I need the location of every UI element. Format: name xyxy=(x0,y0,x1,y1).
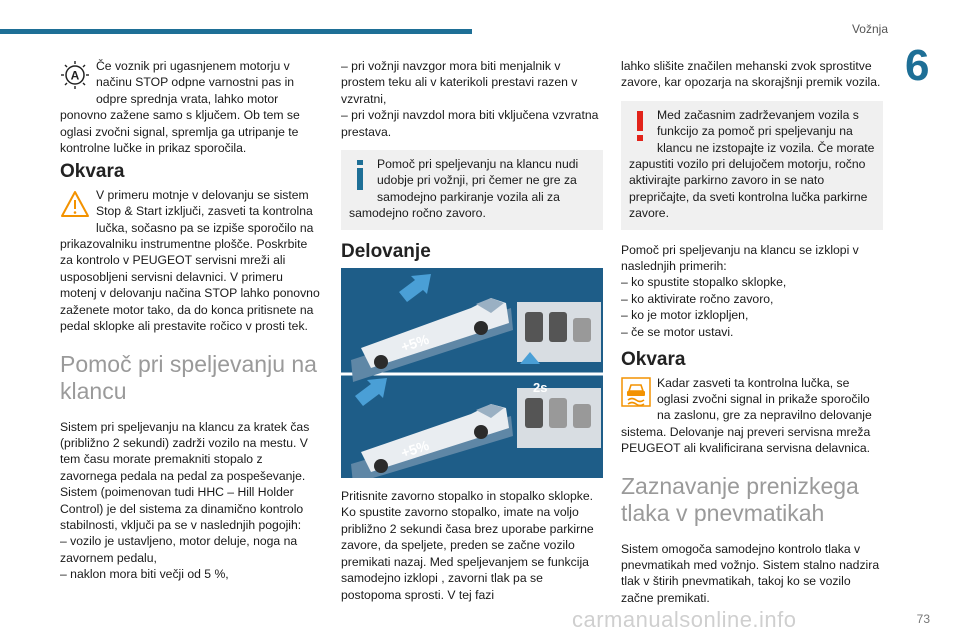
watermark: carmanualsonline.info xyxy=(572,607,797,632)
pedals-bottom xyxy=(517,388,601,448)
operation-text: Pritisnite zavorno stopalko in stopalko sklopke. Ko spustite zavorno stopalko, imate na voljo približno 2 sekundi časa brez uporabe parkirne zavore, da speljete, preden se začne vozilo premikati nazaj. Med speljevanjem se funkcija samodejno izklopi , zavorni tlak pa se postopoma sprosti. V tej fazi xyxy=(341,489,594,602)
stop-start-warning-icon xyxy=(60,60,90,90)
switch-off-1: – ko spustite stopalko sklopke, xyxy=(621,275,787,290)
header-title: Vožnja xyxy=(851,22,888,36)
condition-3: – pri vožnji navzgor mora biti menjalnik v prostem teku ali v katerikoli prestavi razen v vzvratni, xyxy=(341,59,578,106)
stability-warning-icon xyxy=(621,377,651,407)
warning-exclamation-icon xyxy=(629,109,651,143)
switch-off-3: – ko je motor izklopljen, xyxy=(621,308,749,323)
column-2 xyxy=(341,58,603,603)
switch-off-4: – če se motor ustavi. xyxy=(621,324,734,339)
condition-2: – naklon mora biti večji od 5 %, xyxy=(60,567,229,582)
hill-start-illustration xyxy=(341,268,603,478)
column-3 xyxy=(621,58,883,606)
fault-heading-1: Okvara xyxy=(60,161,125,183)
condition-4: – pri vožnji navzdol mora biti vključena vzvratna prestava. xyxy=(341,108,599,139)
switch-off-2: – ko aktivirate ročno zavoro, xyxy=(621,291,774,306)
slope-label-top: +5% xyxy=(398,330,431,355)
fault-heading-2: Okvara xyxy=(621,349,686,371)
section-heading-tpms: Zaznavanje prenizkega tlaka v pnevmatikah xyxy=(621,472,859,526)
section-heading-hill-start: Pomoč pri speljevanju na klancu xyxy=(60,350,317,404)
slope-label-bottom: +5% xyxy=(398,436,431,461)
info-note: Pomoč pri speljevanju na klancu nudi udobje pri vožnji, pri čemer ne gre za samodejno parkiranje vozila ali za samodejno ročno zavoro. xyxy=(341,150,603,230)
header-accent-bar xyxy=(0,29,472,34)
warning-triangle-icon xyxy=(60,189,90,219)
stop-start-notice: A Če voznik pri ugasnjenem motorju v načinu STOP odpne varnostni pas in odpre sprednja vrata, lahko motor ponovno zažene samo s ključem. Ob tem se oglasi zvočni signal, spremlja ga utripanje te kontrolne lučke in prikaz sporočila. xyxy=(60,59,300,156)
column-1 xyxy=(60,58,322,583)
tpms-text: Sistem omogoča samodejno kontrolo tlaka v pnevmatikah med vožnjo. Sistem stalno nadzira tlak v štirih pnevmatikah, takoj ko se vozilo začne premikati. xyxy=(621,541,880,605)
info-icon xyxy=(349,158,371,192)
chapter-number: 6 xyxy=(905,41,930,90)
hill-start-intro: Sistem pri speljevanju na klancu za kratek čas (približno 2 sekundi) zadrži vozilo na mestu. V tem času morate premakniti stopalo z zavornega pedala na pedal za pospeševanje. Sistem (poimenovan tudi HHC – Hill Holder Control) je del sistema za dinamično kontrolo stabilnosti, vključi pa se v naslednjih pogojih: xyxy=(60,419,310,532)
condition-1: – vozilo je ustavljeno, motor deluje, noga na zavornem pedalu, xyxy=(60,534,298,565)
warning-note: Med začasnim zadrževanjem vozila s funkcijo za pomoč pri speljevanju na klancu ne izstopajte iz vozila. Če morate zapustiti vozilo pri delujočem motorju, ročno aktivirajte parkirno zavoro in se nato prepričajte, da sveti kontrolna lučka parkirne zavore. xyxy=(621,101,883,230)
continuation-text: lahko slišite značilen mehanski zvok sprostitve zavore, kar opozarja na skorajšnji premik vozila. xyxy=(621,59,881,90)
timer-label: 2s xyxy=(533,380,548,396)
svg-text:A: A xyxy=(70,68,80,83)
page-number: 73 xyxy=(916,612,930,626)
hill-fault-text: Kadar zasveti ta kontrolna lučka, se oglasi zvočni signal in prikaže sporočilo na zaslonu, gre za nepravilno delovanje sistema. Delovanje naj preveri servisna mreža PEUGEOT ali kvalificirana servisna delavnica. xyxy=(621,375,872,456)
switch-off-intro: Pomoč pri speljevanju na klancu se izklopi v naslednjih primerih: xyxy=(621,242,859,274)
operation-heading: Delovanje xyxy=(341,240,431,262)
stop-start-fault-text: V primeru motnje v delovanju se sistem Stop & Start izključi, zasveti ta kontrolna lučka, sočasno pa se izpiše sporočilo na prikazovalniku instrumentne plošče. Poskrbite za kontrolo v PEUGEOT servisni mreži ali usposobljeni servisni delavnici. V primeru motenj v delovanju načina STOP lahko ponovno zaženete motor tako, da do konca pritisnete na pedal sklopke ali prestavite ročico v prosti tek. xyxy=(60,187,320,334)
